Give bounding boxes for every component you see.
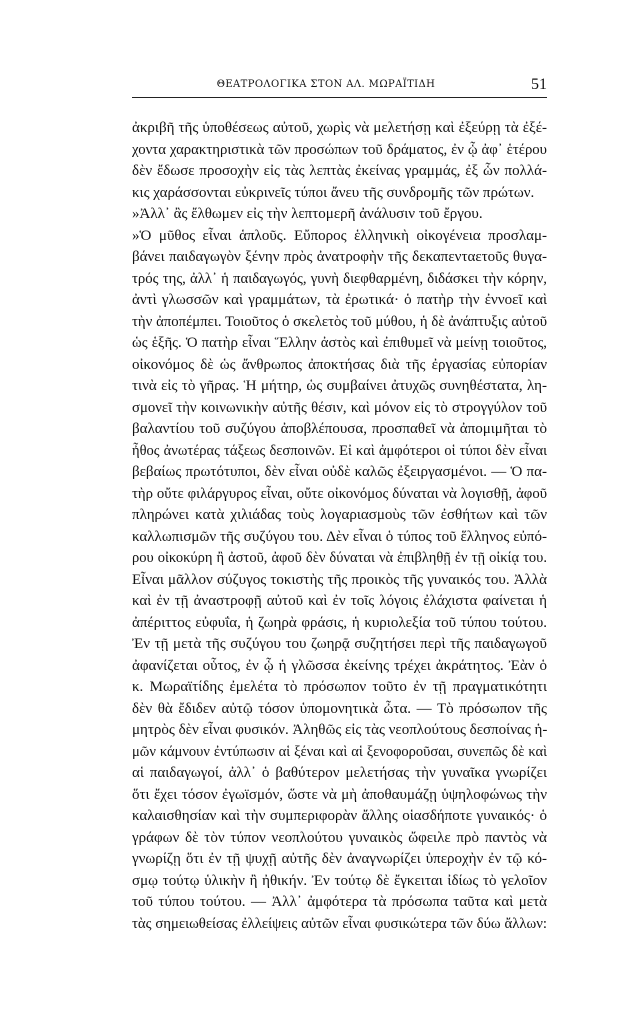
text-line: αἱ παιδαγωγοί, ἀλλ᾽ ὁ βαθύτερον μελετήσας τὴν γυναῖκα γνωρίζει (132, 765, 547, 781)
text-line: πληρώνει κατὰ χιλιάδας τοὺς λογαριασμοὺς τῶν ἐσθήτων καὶ τῶν (132, 507, 547, 523)
body-text (132, 118, 547, 935)
text-line: καλαισθησίαν καὶ τὴν συμπεριφορὰν ἄλλης οἱασδήποτε γυναικός· ὁ (132, 808, 547, 824)
text-line: τινὰ εἰς τὸ γῆρας. Ἡ μήτηρ, ὡς συμβαίνει ἀτυχῶς συνηθέστατα, λη- (132, 378, 547, 394)
text-line: μῶν κάμνουν ἐντύπωσιν αἱ ξέναι καὶ αἱ ξενοφοροῦσαι, συνεπῶς δὲ καὶ (132, 743, 547, 760)
text-line: Εἶναι μᾶλλον σύζυγος τοκιστὴς τῆς προικὸς τῆς γυναικός του. Ἀλλὰ (132, 571, 547, 588)
text-line: ἀκριβῆ τῆς ὑποθέσεως αὐτοῦ, χωρὶς νὰ μελετήσῃ καὶ ἐξεύρῃ τὰ ἐξέ- (132, 120, 547, 136)
text-line: τὴρ οὔτε φιλάργυρος εἶναι, οὔτε οἰκονόμος δύναται νὰ λογισθῇ, ἀφοῦ (132, 485, 547, 502)
header-rule (132, 97, 547, 98)
text-line: ὅτι ἔχει τόσον ἐγωϊσμόν, ὥστε νὰ μὴ ἀποθαυμάζῃ ὑψηλοφώνως τὴν (132, 786, 547, 803)
text-line: τρός της, ἀλλ᾽ ἡ παιδαγωγός, γυνὴ διεφθαρμένη, διδάσκει τὴν κόρην, (132, 270, 547, 287)
page-number: 51 (531, 76, 547, 93)
text-line: βάνει παιδαγωγὸν ξένην πρὸς ἀνατροφὴν τῆς δεκαπενταετοῦς θυγα- (132, 249, 547, 265)
text-line: τὰς σημειωθείσας ἐλλείψεις αὐτῶν εἶναι φυσικώτερα τῶν δύω ἄλλων: (132, 915, 547, 932)
text-line: κ. Μωραϊτίδης ἐμελέτα τὸ πρόσωπον τοῦτο ἐν τῇ πραγματικότητι (132, 679, 547, 695)
text-line: βαλαντίου τοῦ συζύγου ἀποβλέπουσα, προσπαθεῖ νὰ ἀπομιμῆται τὸ (132, 421, 547, 437)
text-line: σμῳ τούτῳ ὑλικὴν ἢ ἠθικήν. Ἐν τούτῳ δὲ ἔγκειται ἰδίως τὸ γελοῖον (132, 872, 547, 889)
text-line: δὲν θὰ ἔδιδεν αὐτῷ τόσον ὑπομονητικὰ ὦτα. — Τὸ πρόσωπον τῆς (132, 700, 547, 717)
text-line: γνωρίζῃ ὅτι ἐν τῇ ψυχῇ αὐτῆς δὲν ἀναγνωρίζει ὑπεροχὴν ἐν τῷ κό- (132, 851, 547, 867)
text-line: ρου οἰκοκύρη ἢ ἀστοῦ, ἀφοῦ δὲν δύναται νὰ ἐπιβληθῇ ἐν τῇ οἰκίᾳ του. (132, 550, 547, 566)
running-title: ΘΕΑΤΡΟΛΟΓΙΚΑ ΣΤΟΝ ΑΛ. ΜΩΡΑΪΤΙΔΗ (216, 79, 436, 90)
text-line: τοῦ τύπου τούτου. — Ἀλλ᾽ ἀμφότερα τὰ πρόσωπα ταῦτα καὶ μετὰ (132, 894, 547, 910)
text-line: δὲν ἔδωσε προσοχὴν εἰς τὰς λεπτὰς ἐκείνας γραμμάς, ἐξ ὧν πολλά- (132, 163, 547, 179)
text-line: μητρὸς δὲν εἶναι φυσικόν. Ἀληθῶς εἰς τὰς νεοπλούτους δεσποίνας ἡ- (132, 722, 547, 738)
text-line: σμονεῖ τὴν κοινωνικὴν αὐτῆς θέσιν, καὶ μόνον εἰς τὸ στρογγύλον τοῦ (132, 399, 547, 416)
text-line: ἀντὶ γλωσσῶν καὶ γραμμάτων, τὰ ἐρωτικά· ὁ πατὴρ τὴν ἐννοεῖ καὶ (132, 292, 547, 308)
text-line: τὴν ἀποπέμπει. Τοιοῦτος ὁ σκελετὸς τοῦ μύθου, ἡ δὲ ἀνάπτυξις αὐτοῦ (132, 313, 547, 330)
text-line: ὡς ἑξῆς. Ὁ πατὴρ εἶναι Ἕλλην ἀστὸς καὶ ἐπιθυμεῖ νὰ μείνῃ τοιοῦτος, (132, 335, 547, 351)
text-line: Ἐν τῇ μετὰ τῆς συζύγου του ζωηρᾷ συζητήσει περὶ τῆς παιδαγωγοῦ (132, 636, 547, 652)
text-line: ἀπέριττος εὐφυΐα, ἡ ζωηρὰ φράσις, ἡ κυριολεξία τοῦ τύπου τούτου. (132, 614, 547, 631)
text-line: γράφων δὲ τὸν τύπον νεοπλούτου γυναικὸς ὤφειλε πρὸ παντὸς νὰ (132, 829, 547, 846)
text-line: καλλωπισμῶν τῆς συζύγου του. Δὲν εἶναι ὁ τύπος τοῦ ἕλληνος εὐπό- (132, 528, 547, 545)
text-line: καὶ ἐν τῇ ἀναστροφῇ αὐτοῦ καὶ ἐν τοῖς λόγοις ἐλάχιστα φαίνεται ἡ (132, 593, 547, 609)
text-line: ἀφανίζεται οὗτος, ἐν ᾧ ἡ γλῶσσα ἐκείνης τρέχει ἀκράτητος. Ἐὰν ὁ (132, 657, 547, 674)
text-line: ἦθος ἀνωτέρας τάξεως δεσποινῶν. Εἰ καὶ ἀμφότεροι οἱ τύποι δὲν εἶναι (132, 442, 547, 459)
text-line: κις χαράσσονται εὐκρινεῖς τύποι ἄνευ τῆς συνδρομῆς τῶν πρώτων. (132, 184, 535, 201)
text-line: χοντα χαρακτηριστικὰ τῶν προσώπων τοῦ δράματος, ἐν ᾧ ἀφ᾽ ἑτέρου (132, 141, 547, 158)
text-line: οἰκονόμος δὲ ὡς ἄνθρωπος ἀποκτήσας διὰ τῆς ἐργασίας εὐπορίαν (132, 356, 547, 373)
text-line: βεβαίως πρωτότυποι, δὲν εἶναι οὐδὲ καλῶς ἐξειργασμένοι. — Ὁ πα- (132, 464, 547, 480)
page-header (132, 76, 547, 96)
text-line: »Ὁ μῦθος εἶναι ἁπλοῦς. Εὔπορος ἑλληνικὴ οἰκογένεια προσλαμ- (132, 227, 547, 244)
text-line: »Ἀλλ᾽ ἂς ἔλθωμεν εἰς τὴν λεπτομερῆ ἀνάλυσιν τοῦ ἔργου. (132, 206, 483, 222)
